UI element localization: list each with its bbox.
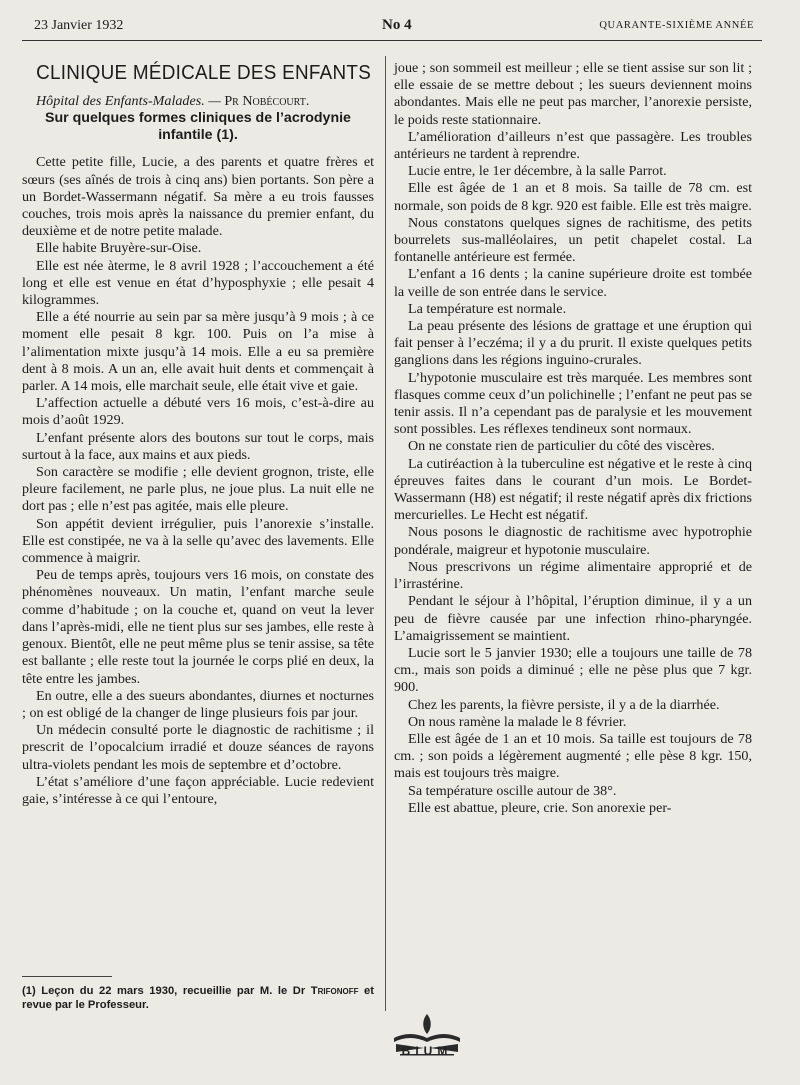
section-title: CLINIQUE MÉDICALE DES ENFANTS <box>36 61 372 84</box>
left-paragraph: Elle habite Bruyère-sur-Oise. <box>36 240 202 257</box>
right-paragraph: Nous posons le diagnostic de rachitisme avec hypotrophie pondérale, maigreur et hypotonie musculaire. <box>394 524 752 558</box>
left-paragraph: Elle est née àterme, le 8 avril 1928 ; l’accouchement a été long et elle est venue en état d’hyposphyxie ; elle pesait 4 kilogrammes. <box>22 257 374 309</box>
right-paragraph: La température est normale. <box>408 300 567 317</box>
footnote <box>22 985 374 1012</box>
issue-date: 23 Janvier 1932 <box>34 18 124 33</box>
stamp-text: BIUM <box>401 1044 453 1058</box>
left-paragraph: L’affection actuelle a débuté vers 16 mois, c’est-à-dire au mois d’août 1929. <box>22 395 374 429</box>
right-paragraph: La cutiréaction à la tuberculine est négative et le reste à cinq épreuves faites dans le courant d’un mois. Le Bordet-Wassermann (H8) est négatif; il reste négatif après dix frictions mercurielles. Le Hecht est négatif. <box>394 455 752 524</box>
left-paragraph: Un médecin consulté porte le diagnostic de rachitisme ; il prescrit de l’opocalcium irradié et douze séances de rayons ultra-violets pendant les mois de septembre et d’octobre. <box>22 722 374 773</box>
right-column <box>394 60 752 817</box>
footnote-rule <box>22 976 112 977</box>
right-paragraph: Pendant le séjour à l’hôpital, l’éruption diminue, il y a un peu de fièvre causée par une infection rhino-pharyngée. L’amaigrissement se maintient. <box>394 593 752 644</box>
library-stamp-icon <box>386 1008 468 1076</box>
left-paragraph: En outre, elle a des sueurs abondantes, diurnes et nocturnes ; on est obligé de la changer de linge plusieurs fois par jour. <box>22 687 374 721</box>
right-paragraph: Lucie entre, le 1er décembre, à la salle Parrot. <box>408 163 667 180</box>
professor-prefix: Pr <box>224 93 239 110</box>
footnote-text: (1) Leçon du 22 mars 1930, recueillie par M. le Dr <box>22 985 311 997</box>
right-paragraph: Elle est âgée de 1 an et 8 mois. Sa taille de 78 cm. est normale, son poids de 8 kgr. 920 est faible. Elle est très maigre. <box>394 180 752 214</box>
right-paragraph: Nous prescrivons un régime alimentaire approprié et de l’irrastérine. <box>394 558 752 593</box>
left-paragraph: Son caractère se modifie ; elle devient grognon, triste, elle pleure facilement, ne parle plus, ne joue plus. La nuit elle ne dort pas ; elle n’est pas agitée, mais elle pleure. <box>22 464 374 515</box>
right-paragraph: L’enfant a 16 dents ; la canine supérieure droite est tombée la veille de son entrée dans le service. <box>394 266 752 300</box>
right-paragraph: Chez les parents, la fièvre persiste, il y a de la diarrhée. <box>408 696 720 713</box>
left-paragraph: Cette petite fille, Lucie, a des parents et quatre frères et sœurs (ses aînés de trois à cinq ans) bien portants. Son père a un Bordet-Wassermann négatif. Sa mère a eu trois fausses couches, trois mois après la naissance du premier enfant, du deuxième et de notre petite malade. <box>22 154 374 240</box>
left-column <box>22 60 374 808</box>
hospital-sep: — <box>204 93 225 110</box>
left-paragraph: Son appétit devient irrégulier, puis l’anorexie s’installe. Elle est constipée, ne va à la selle qu’avec des lavements. Elle commence à maigrir. <box>22 515 374 567</box>
left-paragraphs <box>22 154 374 808</box>
footnote-name: Trifonoff <box>310 985 359 997</box>
right-paragraph: On ne constate rien de particulier du côté des viscères. <box>408 438 715 455</box>
hospital-line <box>22 93 374 110</box>
right-paragraph: Elle est âgée de 1 an et 10 mois. Sa taille est toujours de 78 cm. ; son poids a légèrement augmenté ; elle pèse 8 kgr. 150, mais est toujours très maigre. <box>394 730 752 782</box>
right-paragraphs <box>394 129 752 817</box>
left-paragraph: Elle a été nourrie au sein par sa mère jusqu’à 9 mois ; à ce moment elle pesait 8 kgr. 100. Puis on l’a mise à l’alimentation mixte jusqu’à 14 mois. Elle a eu sa première dent à 8 mois. A un an, elle avait huit dents et commençait à parler. A 14 mois, elle marchait seule, elle était vive et gaie. <box>22 309 374 395</box>
professor-name: Nobécourt. <box>238 93 310 110</box>
footnote-rest: et revue par le Professeur. <box>22 985 374 1011</box>
right-paragraph: L’amélioration d’ailleurs n’est que passagère. Les troubles antérieurs ne tardent à reprendre. <box>394 128 752 163</box>
column-divider <box>385 56 386 1011</box>
hospital-name: Hôpital des Enfants-Malades. <box>36 93 205 110</box>
right-paragraph: On nous ramène la malade le 8 février. <box>408 713 627 730</box>
right-paragraph: Lucie sort le 5 janvier 1930; elle a toujours une taille de 78 cm., mais son poids a diminué ; elle ne pèse plus que 7 kgr. 900. <box>394 644 752 696</box>
left-paragraph: L’enfant présente alors des boutons sur tout le corps, mais surtout à la face, aux mains et aux pieds. <box>22 429 374 463</box>
header-rule <box>22 40 762 41</box>
right-paragraph: Sa température oscille autour de 38°. <box>408 782 617 799</box>
right-paragraph: L’hypotonie musculaire est très marquée. Les membres sont flasques comme ceux d’un polichinelle ; l’enfant ne peut pas se tenir assis. Il n’a cependant pas de paralysie et les mouvement sont possibles. Les réflexes tendineux sont normaux. <box>394 369 752 438</box>
issue-year: QUARANTE-SIXIÈME ANNÉE <box>599 20 754 31</box>
right-paragraph: La peau présente des lésions de grattage et une éruption qui fait penser à l’eczéma; il y a du prurit. Il existe quelques petits ganglions dans les régions inguino-crurales. <box>394 318 752 369</box>
right-paragraph: Nous constatons quelques signes de rachitisme, des petits bourrelets sus-malléolaires, un petit chapelet costal. La fontanelle antérieure est fermée. <box>394 214 752 266</box>
left-paragraph: L’état s’améliore d’une façon appréciable. Lucie redevient gaie, s’intéresse à ce qui l’entoure, <box>22 773 374 807</box>
right-paragraph: Elle est abattue, pleure, crie. Son anorexie per- <box>408 799 672 816</box>
article-title: Sur quelques formes cliniques de l’acrodynie infantile (1). <box>45 110 351 144</box>
right-first-paragraph: joue ; son sommeil est meilleur ; elle se tient assise sur son lit ; elle essaie de se mettre debout ; les sueurs deviennent moins abondantes. Mais elle ne peut pas marcher, l’anorexie persiste, le poids reste stationnaire. <box>394 60 752 128</box>
left-paragraph: Peu de temps après, toujours vers 16 mois, on constate des phénomènes nouveaux. Un matin, l’enfant marche seule comme d’habitude ; on la couche et, quand on veut la lever dans l’après-midi, elle ne tient plus sur ses jambes, elle reste à genoux. Bientôt, elle ne peut même plus se tenir assise, sa tête est ballante ; elle reste tout la journée le corps plié en deux, la tête entre les jambes. <box>22 567 374 687</box>
page-header <box>34 18 754 40</box>
issue-number: No 4 <box>382 17 412 33</box>
